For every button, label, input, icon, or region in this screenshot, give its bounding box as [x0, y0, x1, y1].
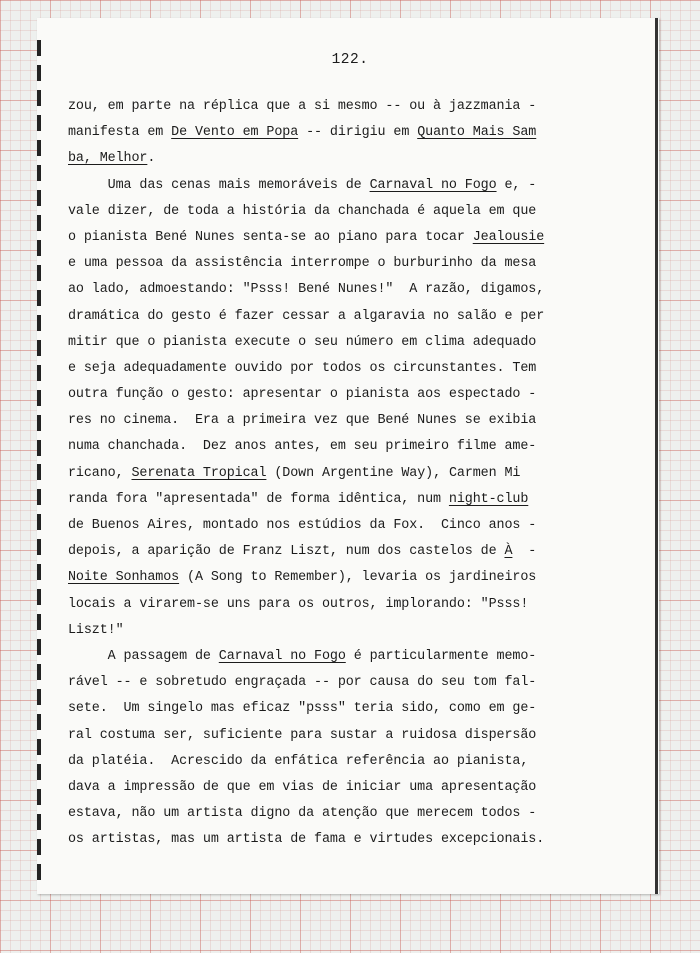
page-number: 122.	[331, 52, 369, 68]
text-line	[68, 199, 588, 225]
underlined-title: night-club	[448, 491, 529, 507]
text-line	[68, 225, 588, 251]
binding-hole	[37, 814, 41, 830]
text-line	[68, 146, 588, 172]
underlined-title: De Vento em Popa	[171, 125, 299, 141]
text-segment: e seja adequadamente ouvido por todos os circunstantes. Tem	[68, 360, 537, 376]
binding-hole	[37, 390, 41, 406]
text-segment: zou, em parte na réplica que a si mesmo -- ou à jazzmania -	[68, 99, 537, 114]
binding-holes	[37, 40, 43, 880]
binding-hole	[37, 839, 41, 855]
binding-hole	[37, 564, 41, 580]
binding-hole	[37, 415, 41, 431]
text-segment: sete. Um singelo mas eficaz "psss" teria sido, como em ge-	[68, 701, 537, 717]
binding-hole	[37, 440, 41, 456]
binding-hole	[37, 140, 41, 156]
text-line	[68, 408, 588, 434]
text-line	[68, 696, 588, 722]
underlined-title: Noite Sonhamos	[68, 570, 180, 586]
binding-hole	[37, 365, 41, 381]
text-line	[68, 356, 588, 382]
text-line	[68, 775, 588, 801]
binding-hole	[37, 340, 41, 356]
text-line	[68, 513, 588, 539]
text-segment: randa fora "apresentada" de forma idêntica, num	[68, 491, 449, 507]
text-segment: dramática do gesto é fazer cessar a algaravia no salão e per	[68, 308, 545, 324]
text-line	[68, 434, 588, 460]
text-segment: numa chanchada. Dez anos antes, em seu primeiro filme ame-	[68, 439, 537, 455]
text-segment: A passagem de	[68, 648, 219, 664]
text-segment: ao lado, admoestando: "Psss! Bené Nunes!" A razão, digamos,	[68, 282, 545, 298]
binding-hole	[37, 215, 41, 231]
binding-hole	[37, 315, 41, 331]
underlined-title: Carnaval no Fogo	[369, 177, 497, 193]
body-text	[68, 94, 588, 853]
text-segment: vale dizer, de toda a história da chanchada é aquela em que	[68, 203, 537, 219]
text-line	[68, 382, 588, 408]
text-segment: (A Song to Remember), levaria os jardineiros	[179, 570, 537, 586]
text-segment: de Buenos Aires, montado nos estúdios da Fox. Cinco anos -	[68, 518, 537, 533]
underlined-title: ba, Melhor	[68, 151, 148, 167]
text-line	[68, 94, 588, 120]
text-segment: e uma pessoa da assistência interrompe o burburinho da mesa	[68, 256, 537, 272]
binding-hole	[37, 290, 41, 306]
binding-hole	[37, 190, 41, 206]
underlined-title: À	[504, 544, 513, 560]
text-segment: depois, a aparição de Franz Liszt, num dos castelos de	[68, 544, 505, 560]
binding-hole	[37, 864, 41, 880]
binding-hole	[37, 739, 41, 755]
binding-hole	[37, 789, 41, 805]
binding-hole	[37, 589, 41, 605]
binding-hole	[37, 514, 41, 530]
text-line	[68, 723, 588, 749]
binding-hole	[37, 714, 41, 730]
binding-hole	[37, 265, 41, 281]
text-segment: -	[512, 544, 537, 560]
text-line	[68, 330, 588, 356]
text-line	[68, 827, 588, 853]
text-segment: Uma das cenas mais memoráveis de	[68, 177, 370, 193]
text-segment: os artistas, mas um artista de fama e virtudes excepcionais.	[68, 832, 545, 848]
text-segment: .	[147, 151, 156, 167]
underlined-title: Serenata Tropical	[131, 465, 267, 481]
text-segment: o pianista Bené Nunes senta-se ao piano para tocar	[68, 229, 473, 245]
text-segment: locais a virarem-se uns para os outros, implorando: "Psss!	[68, 596, 529, 612]
text-line	[68, 277, 588, 303]
text-line	[68, 592, 588, 618]
text-line	[68, 304, 588, 330]
text-segment: ral costuma ser, suficiente para sustar a ruidosa dispersão	[68, 727, 537, 743]
text-line	[68, 461, 588, 487]
text-segment: (Down Argentine Way), Carmen Mi	[266, 465, 521, 481]
text-segment: -- dirigiu em	[298, 125, 418, 141]
text-line	[68, 251, 588, 277]
text-segment: da platéia. Acrescido da enfática referência ao pianista,	[68, 753, 529, 769]
text-line	[68, 749, 588, 775]
binding-hole	[37, 539, 41, 555]
text-segment: é particularmente memo-	[345, 648, 537, 664]
page-edge-shadow	[655, 18, 658, 894]
text-line	[68, 565, 588, 591]
text-segment: e, -	[496, 177, 537, 193]
binding-hole	[37, 115, 41, 131]
text-segment: manifesta em	[68, 125, 172, 141]
text-segment: estava, não um artista digno da atenção que merecem todos -	[68, 806, 537, 822]
text-segment: rável -- e sobretudo engraçada -- por causa do seu tom fal-	[68, 675, 537, 691]
text-segment: mitir que o pianista execute o seu número em clima adequado	[68, 334, 537, 350]
text-segment: Liszt!"	[68, 622, 124, 638]
binding-hole	[37, 639, 41, 655]
text-segment: ricano,	[68, 465, 132, 481]
binding-hole	[37, 614, 41, 630]
text-line	[68, 801, 588, 827]
binding-hole	[37, 689, 41, 705]
binding-hole	[37, 764, 41, 780]
text-line	[68, 120, 588, 146]
text-line	[68, 487, 588, 513]
binding-hole	[37, 464, 41, 480]
underlined-title: Jealousie	[472, 229, 545, 245]
text-segment: dava a impressão de que em vias de iniciar uma apresentação	[68, 779, 537, 795]
text-line	[68, 644, 588, 670]
binding-hole	[37, 90, 41, 106]
text-line	[68, 618, 588, 644]
text-line	[68, 670, 588, 696]
underlined-title: Carnaval no Fogo	[218, 648, 346, 664]
binding-hole	[37, 165, 41, 181]
text-segment: outra função o gesto: apresentar o pianista aos espectado -	[68, 387, 537, 403]
text-line	[68, 173, 588, 199]
binding-hole	[37, 489, 41, 505]
binding-hole	[37, 240, 41, 256]
binding-hole	[37, 664, 41, 680]
text-line	[68, 539, 588, 565]
underlined-title: Quanto Mais Sam	[417, 125, 537, 141]
text-segment: res no cinema. Era a primeira vez que Bené Nunes se exibia	[68, 413, 537, 429]
